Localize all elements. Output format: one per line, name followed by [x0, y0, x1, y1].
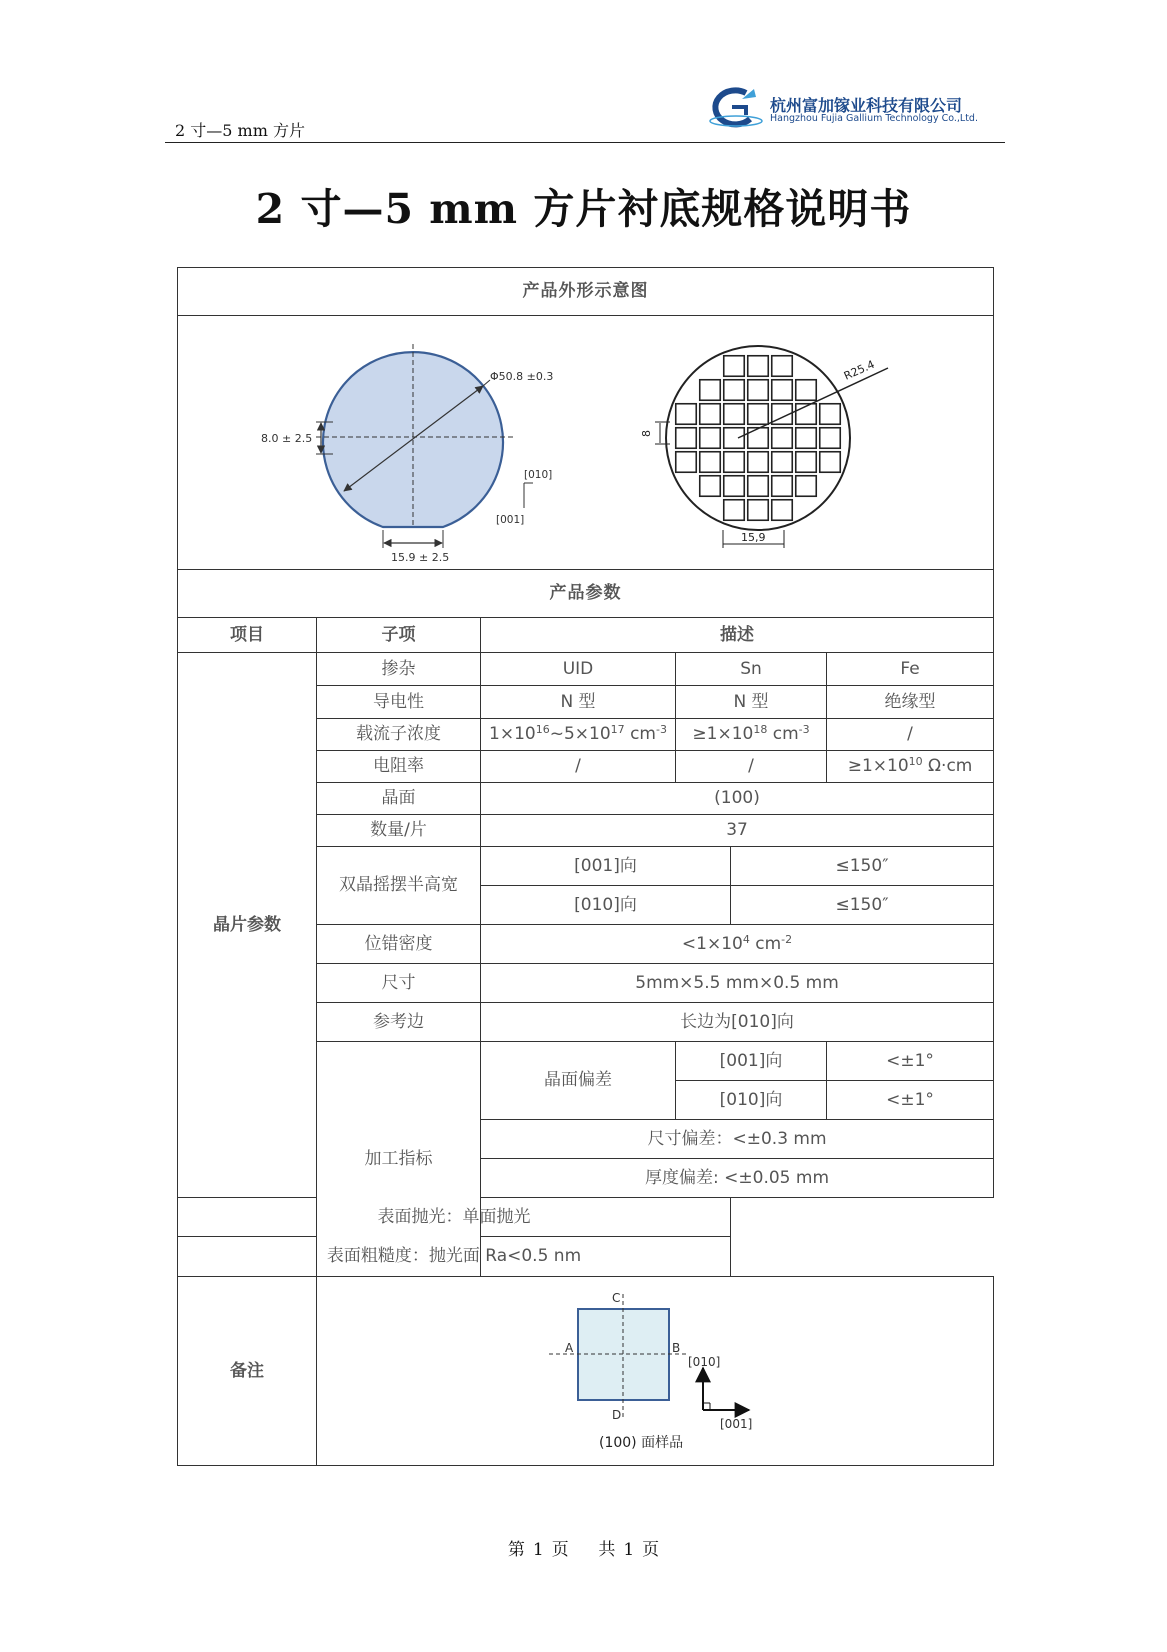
- surface-roughness: 表面粗糙度：抛光面 Ra<0.5 nm: [178, 1237, 731, 1277]
- cut-square: [820, 452, 841, 473]
- cut-square: [748, 380, 769, 401]
- cut-square: [748, 404, 769, 425]
- cut-square: [748, 500, 769, 521]
- cut-square: [676, 428, 697, 449]
- misorientation-label: 晶面偏差: [481, 1042, 676, 1120]
- thickness-tolerance: 厚度偏差: <±0.05 mm: [481, 1159, 994, 1198]
- cut-radius-label: R25.4: [841, 357, 877, 383]
- xrc-dir-001: [001]向: [481, 847, 731, 886]
- cut-square: [700, 476, 721, 497]
- conductivity-sn: N 型: [676, 686, 827, 719]
- cut-square: [772, 476, 793, 497]
- col-header-desc: 描述: [481, 618, 994, 653]
- row-processing-label: 加工指标: [317, 1042, 481, 1277]
- cut-square: [772, 380, 793, 401]
- company-name-cn: 杭州富加镓业科技有限公司: [770, 96, 963, 115]
- resistivity-fe: $\ge 1\times 10^{10}$ Ω·cm: [827, 751, 994, 783]
- group-wafer-params: 晶片参数: [178, 653, 317, 1198]
- cut-square: [748, 428, 769, 449]
- orientation-010-label: [010]: [524, 469, 553, 481]
- sample-dir-010: [010]: [688, 1354, 721, 1369]
- sample-caption: (100) 面样品: [599, 1434, 684, 1451]
- page-footer: [0, 1535, 1167, 1560]
- cut-square: [724, 356, 745, 377]
- carrier-fe: /: [827, 719, 994, 751]
- size-value: 5mm×5.5 mm×0.5 mm: [481, 964, 994, 1003]
- cut-square: [676, 452, 697, 473]
- cut-square: [820, 428, 841, 449]
- row-ref-edge-label: 参考边: [317, 1003, 481, 1042]
- header-rule: [165, 142, 1005, 143]
- plane-value: (100): [481, 783, 994, 815]
- cut-square: [772, 452, 793, 473]
- footer-page-num: 1: [532, 1540, 544, 1560]
- surface-polish: 表面抛光：单面抛光: [178, 1198, 731, 1237]
- cut-square: [724, 404, 745, 425]
- cut-square: [748, 476, 769, 497]
- cut-square: [700, 380, 721, 401]
- group-note: 备注: [178, 1277, 317, 1466]
- row-dislocation-label: 位错密度: [317, 925, 481, 964]
- ref-edge-value: 长边为[010]向: [481, 1003, 994, 1042]
- square-grid: [676, 356, 841, 521]
- edge-label-d: D: [612, 1407, 622, 1422]
- row-size-label: 尺寸: [317, 964, 481, 1003]
- misorientation-dir-010: [010]向: [676, 1081, 827, 1120]
- footer-page-prefix: 第: [507, 1540, 525, 1560]
- logo-icon: [706, 85, 768, 131]
- col-header-subitem: 子项: [317, 618, 481, 653]
- square-height-label: 8: [640, 430, 653, 437]
- misorientation-dir-001: [001]向: [676, 1042, 827, 1081]
- cut-square: [724, 476, 745, 497]
- cut-square: [724, 428, 745, 449]
- col-header-item: 项目: [178, 618, 317, 653]
- square-width-label: 15,9: [741, 531, 766, 544]
- section-params-title: 产品参数: [178, 570, 994, 618]
- header-doc-ref: 2 寸—5 mm 方片: [175, 121, 305, 140]
- doping-uid: UID: [481, 653, 676, 686]
- doping-sn: Sn: [676, 653, 827, 686]
- misorientation-value-001: <±1°: [827, 1042, 994, 1081]
- cut-square: [700, 428, 721, 449]
- cut-square: [820, 404, 841, 425]
- wafer-diameter-label: Φ50.8 ±0.3: [490, 370, 554, 383]
- cut-square: [724, 380, 745, 401]
- sample-diagram: [317, 1278, 992, 1465]
- cut-square: [796, 452, 817, 473]
- dislocation-value: $<1\times 10^4$ $cm^{-2}$: [481, 925, 994, 964]
- cut-square: [724, 500, 745, 521]
- carrier-sn: $\ge 1\times 10^{18}$ $cm^{-3}$: [676, 719, 827, 751]
- resistivity-uid: /: [481, 751, 676, 783]
- row-conductivity-label: 导电性: [317, 686, 481, 719]
- edge-label-a: A: [565, 1340, 574, 1355]
- flat-height-label: 8.0 ± 2.5: [261, 432, 313, 445]
- cut-square: [748, 452, 769, 473]
- shape-diagram-cell: [178, 316, 994, 570]
- cut-square: [700, 452, 721, 473]
- resistivity-sn: /: [676, 751, 827, 783]
- cut-square: [772, 500, 793, 521]
- row-doping-label: 掺杂: [317, 653, 481, 686]
- cut-square: [724, 452, 745, 473]
- footer-total-prefix: 共: [598, 1540, 616, 1560]
- conductivity-fe: 绝缘型: [827, 686, 994, 719]
- edge-label-c: C: [612, 1290, 621, 1305]
- cut-square: [700, 404, 721, 425]
- carrier-uid: $1\times 10^{16}\sim 5\times 10^{17}$ $cm^{-3}$: [481, 719, 676, 751]
- conductivity-uid: N 型: [481, 686, 676, 719]
- misorientation-value-010: <±1°: [827, 1081, 994, 1120]
- cut-square: [796, 476, 817, 497]
- cut-square: [676, 404, 697, 425]
- cut-square: [796, 380, 817, 401]
- cut-square: [796, 428, 817, 449]
- footer-total-unit: 页: [642, 1540, 660, 1560]
- sample-dir-001: [001]: [720, 1416, 753, 1431]
- row-xrc-label: 双晶摇摆半高宽: [317, 847, 481, 925]
- row-carrier-label: 载流子浓度: [317, 719, 481, 751]
- xrc-value-010: ≤150″: [731, 886, 994, 925]
- note-diagram-cell: [317, 1277, 994, 1466]
- spec-table: [177, 267, 994, 1466]
- company-logo: [706, 85, 996, 133]
- quantity-value: 37: [481, 815, 994, 847]
- row-plane-label: 晶面: [317, 783, 481, 815]
- xrc-dir-010: [010]向: [481, 886, 731, 925]
- xrc-value-001: ≤150″: [731, 847, 994, 886]
- orientation-001-label: [001]: [496, 514, 525, 526]
- footer-total-num: 1: [623, 1540, 635, 1560]
- cut-square: [772, 428, 793, 449]
- edge-label-b: B: [672, 1340, 681, 1355]
- cut-square: [772, 356, 793, 377]
- row-resistivity-label: 电阻率: [317, 751, 481, 783]
- company-name-en: Hangzhou Fujia Gallium Technology Co.,Ltd.: [770, 113, 978, 124]
- shape-diagram: [178, 316, 992, 569]
- flat-width-label: 15.9 ± 2.5: [391, 551, 450, 564]
- cut-square: [748, 356, 769, 377]
- dimension-tolerance: 尺寸偏差：<±0.3 mm: [481, 1120, 994, 1159]
- page-title: 2 寸—5 mm 方片衬底规格说明书: [255, 185, 912, 233]
- row-quantity-label: 数量/片: [317, 815, 481, 847]
- footer-page-unit: 页: [551, 1540, 569, 1560]
- section-shape-title: 产品外形示意图: [178, 268, 994, 316]
- doping-fe: Fe: [827, 653, 994, 686]
